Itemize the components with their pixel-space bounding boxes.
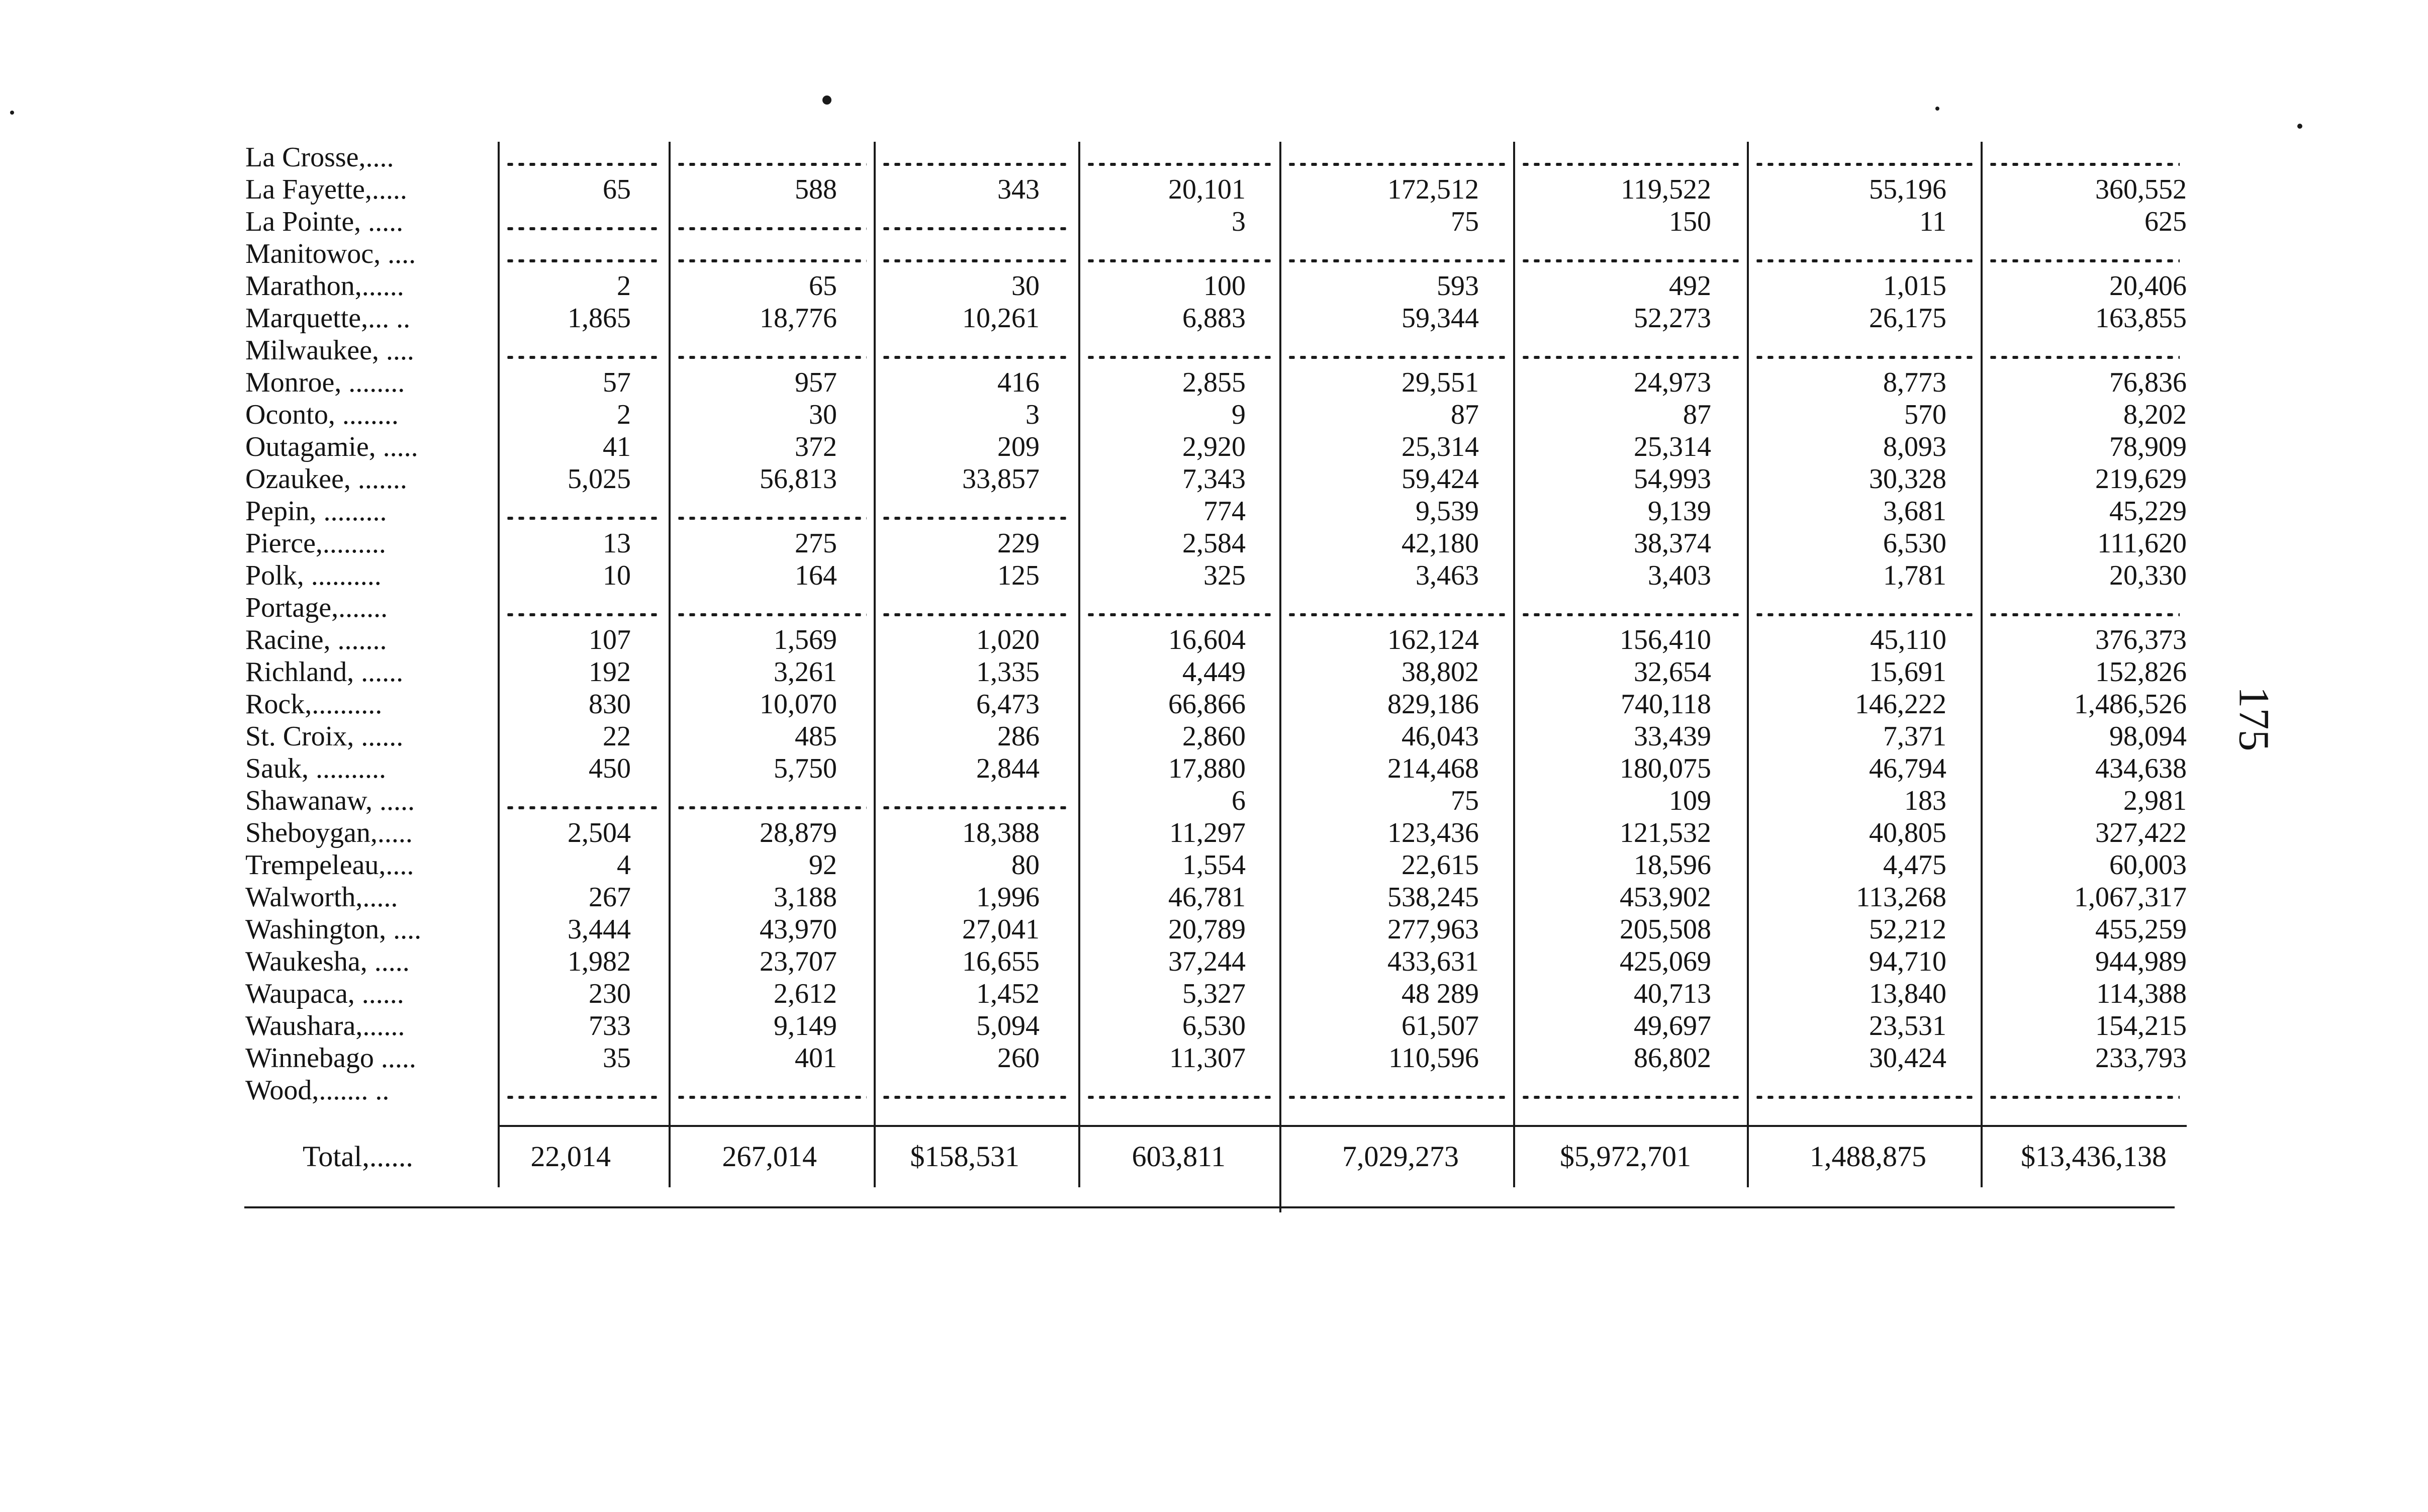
table-cell: 229 <box>997 528 1040 559</box>
table-cell: 2 <box>617 399 631 430</box>
empty-cell-dots <box>1085 613 1272 616</box>
table-cell: 1,486,526 <box>2074 689 2187 720</box>
table-cell: 26,175 <box>1869 303 1946 334</box>
empty-cell-dots <box>881 356 1071 359</box>
table-cell: 94,710 <box>1869 946 1946 977</box>
table-cell: 6,473 <box>976 689 1040 720</box>
county-name: Wood,....... .. <box>245 1075 390 1106</box>
empty-cell-dots <box>1286 356 1506 359</box>
table-cell: 13,840 <box>1869 978 1946 1009</box>
table-cell: 35 <box>603 1043 631 1074</box>
empty-cell-dots <box>1754 613 1974 616</box>
totals-label: Total,...... <box>303 1140 413 1173</box>
table-cell: 625 <box>2144 206 2187 237</box>
table-cell: 4,449 <box>1182 656 1246 688</box>
county-name: St. Croix, ...... <box>245 721 404 752</box>
empty-cell-dots <box>1085 356 1272 359</box>
table-cell: 3,403 <box>1648 560 1711 591</box>
column-divider <box>1513 142 1515 1187</box>
table-cell: 3,261 <box>774 656 837 688</box>
empty-cell-dots <box>1988 356 2180 359</box>
table-cell: 24,973 <box>1634 367 1711 398</box>
table-cell: 327,422 <box>2095 817 2187 848</box>
empty-cell-dots <box>1754 259 1974 262</box>
county-name: Oconto, ........ <box>245 399 399 430</box>
empty-cell-dots <box>881 1096 1071 1099</box>
empty-cell-dots <box>505 227 662 230</box>
table-cell: 59,344 <box>1402 303 1479 334</box>
total-value: $13,436,138 <box>2021 1140 2167 1173</box>
table-cell: 113,268 <box>1856 882 1946 913</box>
table-cell: 5,750 <box>774 753 837 784</box>
table-cell: 10,261 <box>962 303 1040 334</box>
table-cell: 6 <box>1232 785 1246 816</box>
table-cell: 16,655 <box>962 946 1040 977</box>
empty-cell-dots <box>881 806 1071 809</box>
table-cell: 32,654 <box>1634 656 1711 688</box>
table-cell: 3 <box>1025 399 1040 430</box>
county-name: Winnebago ..... <box>245 1043 416 1074</box>
table-cell: 9,139 <box>1648 496 1711 527</box>
total-value: 7,029,273 <box>1342 1140 1459 1173</box>
table-cell: 42,180 <box>1402 528 1479 559</box>
table-cell: 80 <box>1011 849 1040 881</box>
table-cell: 23,531 <box>1869 1010 1946 1042</box>
table-cell: 9 <box>1232 399 1246 430</box>
table-cell: 6,530 <box>1182 1010 1246 1042</box>
table-cell: 16,604 <box>1168 624 1246 655</box>
table-cell: 154,215 <box>2095 1010 2187 1042</box>
table-cell: 593 <box>1437 270 1479 302</box>
empty-cell-dots <box>1520 259 1740 262</box>
table-cell: 17,880 <box>1168 753 1246 784</box>
table-cell: 4 <box>617 849 631 881</box>
empty-cell-dots <box>881 227 1071 230</box>
table-cell: 219,629 <box>2095 463 2187 495</box>
table-cell: 30,424 <box>1869 1043 1946 1074</box>
county-name: Portage,....... <box>245 592 388 623</box>
table-cell: 18,596 <box>1634 849 1711 881</box>
table-cell: 434,638 <box>2095 753 2187 784</box>
empty-cell-dots <box>1520 613 1740 616</box>
table-cell: 163,855 <box>2095 303 2187 334</box>
table-cell: 23,707 <box>760 946 837 977</box>
table-cell: 22 <box>603 721 631 752</box>
empty-cell-dots <box>505 806 662 809</box>
empty-cell-dots <box>1754 356 1974 359</box>
table-cell: 75 <box>1451 206 1479 237</box>
empty-cell-dots <box>676 517 867 520</box>
county-name: La Pointe, ..... <box>245 206 404 237</box>
total-value: 1,488,875 <box>1810 1140 1926 1173</box>
county-name: Waupaca, ...... <box>245 978 404 1009</box>
table-cell: 5,025 <box>568 463 631 495</box>
table-cell: 570 <box>1904 399 1946 430</box>
table-cell: 7,371 <box>1883 721 1946 752</box>
table-cell: 376,373 <box>2095 624 2187 655</box>
table-cell: 59,424 <box>1402 463 1479 495</box>
table-cell: 1,865 <box>568 303 631 334</box>
table-cell: 11 <box>1919 206 1946 237</box>
empty-cell-dots <box>1286 259 1506 262</box>
table-cell: 65 <box>809 270 837 302</box>
table-cell: 8,773 <box>1883 367 1946 398</box>
empty-cell-dots <box>1520 163 1740 166</box>
empty-cell-dots <box>1988 163 2180 166</box>
table-cell: 45,229 <box>2109 496 2187 527</box>
table-cell: 277,963 <box>1387 914 1479 945</box>
table-cell: 2,612 <box>774 978 837 1009</box>
table-cell: 38,802 <box>1402 656 1479 688</box>
table-cell: 425,069 <box>1620 946 1711 977</box>
table-cell: 233,793 <box>2095 1043 2187 1074</box>
table-cell: 416 <box>997 367 1040 398</box>
table-cell: 25,314 <box>1402 431 1479 462</box>
table-cell: 52,273 <box>1634 303 1711 334</box>
table-cell: 740,118 <box>1621 689 1711 720</box>
table-cell: 1,554 <box>1182 849 1246 881</box>
county-name: Rock,.......... <box>245 689 383 720</box>
empty-cell-dots <box>505 259 662 262</box>
total-value: 267,014 <box>722 1140 817 1173</box>
table-cell: 10,070 <box>760 689 837 720</box>
scan-speck <box>2297 124 2302 129</box>
scan-speck <box>10 111 14 115</box>
table-cell: 325 <box>1203 560 1246 591</box>
total-value: $5,972,701 <box>1560 1140 1691 1173</box>
table-cell: 8,093 <box>1883 431 1946 462</box>
column-divider <box>1078 142 1080 1187</box>
table-cell: 110,596 <box>1388 1043 1479 1074</box>
table-cell: 109 <box>1669 785 1711 816</box>
empty-cell-dots <box>1988 613 2180 616</box>
table-bottom-rule <box>244 1206 2175 1208</box>
table-cell: 114,388 <box>2096 978 2187 1009</box>
empty-cell-dots <box>881 517 1071 520</box>
table-cell: 209 <box>997 431 1040 462</box>
table-cell: 7,343 <box>1182 463 1246 495</box>
table-cell: 492 <box>1669 270 1711 302</box>
table-cell: 9,539 <box>1416 496 1479 527</box>
table-cell: 60,003 <box>2109 849 2187 881</box>
table-cell: 774 <box>1203 496 1246 527</box>
empty-cell-dots <box>1520 1096 1740 1099</box>
column-divider <box>1747 142 1749 1187</box>
column-divider <box>1981 142 1983 1187</box>
table-cell: 343 <box>997 174 1040 205</box>
table-cell: 75 <box>1451 785 1479 816</box>
empty-cell-dots <box>881 613 1071 616</box>
county-name: Walworth,..... <box>245 882 398 913</box>
table-cell: 829,186 <box>1387 689 1479 720</box>
table-cell: 43,970 <box>760 914 837 945</box>
county-name: Richland, ...... <box>245 656 404 688</box>
table-cell: 267 <box>589 882 631 913</box>
empty-cell-dots <box>505 613 662 616</box>
empty-cell-dots <box>676 259 867 262</box>
table-cell: 30 <box>1011 270 1040 302</box>
column-divider <box>669 142 671 1187</box>
table-cell: 172,512 <box>1387 174 1479 205</box>
table-cell: 5,094 <box>976 1010 1040 1042</box>
empty-cell-dots <box>1520 356 1740 359</box>
table-cell: 22,615 <box>1402 849 1479 881</box>
table-cell: 13 <box>603 528 631 559</box>
table-cell: 125 <box>997 560 1040 591</box>
table-cell: 8,202 <box>2123 399 2187 430</box>
table-cell: 230 <box>589 978 631 1009</box>
column-divider <box>1279 142 1281 1212</box>
table-cell: 87 <box>1451 399 1479 430</box>
table-cell: 538,245 <box>1387 882 1479 913</box>
table-cell: 46,781 <box>1168 882 1246 913</box>
table-cell: 2,981 <box>2123 785 2187 816</box>
table-cell: 162,124 <box>1387 624 1479 655</box>
table-cell: 401 <box>795 1043 837 1074</box>
table-cell: 4,475 <box>1883 849 1946 881</box>
table-cell: 25,314 <box>1634 431 1711 462</box>
empty-cell-dots <box>1286 613 1506 616</box>
table-cell: 86,802 <box>1634 1043 1711 1074</box>
table-cell: 46,794 <box>1869 753 1946 784</box>
empty-cell-dots <box>676 613 867 616</box>
table-cell: 2,584 <box>1182 528 1246 559</box>
table-cell: 957 <box>795 367 837 398</box>
county-name: Ozaukee, ....... <box>245 463 407 495</box>
table-cell: 2,860 <box>1182 721 1246 752</box>
table-cell: 260 <box>997 1043 1040 1074</box>
table-cell: 5,327 <box>1182 978 1246 1009</box>
table-cell: 38,374 <box>1634 528 1711 559</box>
table-cell: 1,020 <box>976 624 1040 655</box>
table-cell: 100 <box>1203 270 1246 302</box>
table-cell: 18,776 <box>760 303 837 334</box>
empty-cell-dots <box>676 806 867 809</box>
empty-cell-dots <box>1286 1096 1506 1099</box>
table-cell: 1,996 <box>976 882 1040 913</box>
table-cell: 45,110 <box>1870 624 1946 655</box>
table-cell: 20,406 <box>2109 270 2187 302</box>
page-number: 175 <box>2230 686 2279 751</box>
table-cell: 119,522 <box>1621 174 1711 205</box>
table-cell: 121,532 <box>1620 817 1711 848</box>
table-cell: 150 <box>1669 206 1711 237</box>
table-cell: 20,330 <box>2109 560 2187 591</box>
table-cell: 9,149 <box>774 1010 837 1042</box>
empty-cell-dots <box>505 517 662 520</box>
table-cell: 485 <box>795 721 837 752</box>
county-name: Racine, ....... <box>245 624 387 655</box>
table-cell: 275 <box>795 528 837 559</box>
table-cell: 214,468 <box>1387 753 1479 784</box>
scan-speck <box>822 96 831 105</box>
county-name: Monroe, ........ <box>245 367 405 398</box>
table-cell: 98,094 <box>2109 721 2187 752</box>
table-cell: 92 <box>809 849 837 881</box>
table-cell: 830 <box>589 689 631 720</box>
table-cell: 455,259 <box>2095 914 2187 945</box>
table-cell: 2,844 <box>976 753 1040 784</box>
table-cell: 360,552 <box>2095 174 2187 205</box>
table-cell: 20,101 <box>1168 174 1246 205</box>
table-cell: 41 <box>603 431 631 462</box>
table-cell: 87 <box>1683 399 1711 430</box>
table-cell: 205,508 <box>1620 914 1711 945</box>
table-cell: 57 <box>603 367 631 398</box>
table-cell: 78,909 <box>2109 431 2187 462</box>
county-name: Washington, .... <box>245 914 422 945</box>
table-cell: 2,855 <box>1182 367 1246 398</box>
table-cell: 15,691 <box>1869 656 1946 688</box>
table-cell: 48 289 <box>1402 978 1479 1009</box>
table-cell: 183 <box>1904 785 1946 816</box>
column-divider <box>874 142 876 1187</box>
table-cell: 6,530 <box>1883 528 1946 559</box>
table-cell: 65 <box>603 174 631 205</box>
empty-cell-dots <box>1988 259 2180 262</box>
table-cell: 27,041 <box>962 914 1040 945</box>
county-name: Pierce,......... <box>245 528 386 559</box>
table-cell: 453,902 <box>1620 882 1711 913</box>
empty-cell-dots <box>1754 163 1974 166</box>
table-cell: 40,805 <box>1869 817 1946 848</box>
table-cell: 1,067,317 <box>2074 882 2187 913</box>
table-cell: 20,789 <box>1168 914 1246 945</box>
table-cell: 30 <box>809 399 837 430</box>
table-cell: 29,551 <box>1402 367 1479 398</box>
table-cell: 55,196 <box>1869 174 1946 205</box>
table-cell: 107 <box>589 624 631 655</box>
county-name: Marquette,... .. <box>245 303 411 334</box>
table-cell: 1,781 <box>1883 560 1946 591</box>
empty-cell-dots <box>676 163 867 166</box>
empty-cell-dots <box>1988 1096 2180 1099</box>
total-value: 22,014 <box>530 1140 611 1173</box>
table-cell: 10 <box>603 560 631 591</box>
empty-cell-dots <box>1286 163 1506 166</box>
county-name: La Crosse,.... <box>245 142 394 173</box>
county-name: La Fayette,..... <box>245 174 407 205</box>
table-cell: 1,015 <box>1883 270 1946 302</box>
empty-cell-dots <box>676 1096 867 1099</box>
empty-cell-dots <box>1085 259 1272 262</box>
table-cell: 2 <box>617 270 631 302</box>
table-cell: 54,993 <box>1634 463 1711 495</box>
table-cell: 33,439 <box>1634 721 1711 752</box>
empty-cell-dots <box>676 227 867 230</box>
county-name: Sheboygan,..... <box>245 817 413 848</box>
county-name: Outagamie, ..... <box>245 431 418 462</box>
table-cell: 588 <box>795 174 837 205</box>
table-cell: 1,982 <box>568 946 631 977</box>
empty-cell-dots <box>881 163 1071 166</box>
county-name: Waushara,...... <box>245 1010 405 1042</box>
empty-cell-dots <box>676 356 867 359</box>
table-cell: 76,836 <box>2109 367 2187 398</box>
table-cell: 152,826 <box>2095 656 2187 688</box>
table-cell: 1,335 <box>976 656 1040 688</box>
table-cell: 1,569 <box>774 624 837 655</box>
table-cell: 18,388 <box>962 817 1040 848</box>
table-cell: 30,328 <box>1869 463 1946 495</box>
table-cell: 372 <box>795 431 837 462</box>
empty-cell-dots <box>881 259 1071 262</box>
county-name: Sauk, .......... <box>245 753 386 784</box>
table-cell: 3,681 <box>1883 496 1946 527</box>
county-name: Trempeleau,.... <box>245 849 414 881</box>
table-cell: 49,697 <box>1634 1010 1711 1042</box>
total-value: $158,531 <box>910 1140 1019 1173</box>
table-cell: 156,410 <box>1620 624 1711 655</box>
scan-speck <box>1935 107 1939 111</box>
county-name: Shawanaw, ..... <box>245 785 415 816</box>
table-cell: 450 <box>589 753 631 784</box>
table-cell: 61,507 <box>1402 1010 1479 1042</box>
county-name: Pepin, ......... <box>245 496 387 527</box>
table-cell: 3,444 <box>568 914 631 945</box>
table-cell: 3 <box>1232 206 1246 237</box>
table-cell: 164 <box>795 560 837 591</box>
totals-separator-line <box>498 1125 2187 1127</box>
table-cell: 944,989 <box>2095 946 2187 977</box>
county-name: Marathon,...... <box>245 270 404 302</box>
table-cell: 37,244 <box>1168 946 1246 977</box>
county-name: Milwaukee, .... <box>245 335 414 366</box>
empty-cell-dots <box>505 1096 662 1099</box>
table-cell: 2,920 <box>1182 431 1246 462</box>
table-cell: 111,620 <box>2097 528 2187 559</box>
table-cell: 40,713 <box>1634 978 1711 1009</box>
table-cell: 733 <box>589 1010 631 1042</box>
empty-cell-dots <box>1085 1096 1272 1099</box>
table-cell: 56,813 <box>760 463 837 495</box>
county-name: Manitowoc, .... <box>245 238 416 269</box>
empty-cell-dots <box>505 356 662 359</box>
table-cell: 146,222 <box>1855 689 1946 720</box>
table-cell: 28,879 <box>760 817 837 848</box>
table-cell: 33,857 <box>962 463 1040 495</box>
table-cell: 433,631 <box>1387 946 1479 977</box>
table-cell: 66,866 <box>1168 689 1246 720</box>
table-cell: 46,043 <box>1402 721 1479 752</box>
table-cell: 3,463 <box>1416 560 1479 591</box>
county-name: Waukesha, ..... <box>245 946 410 977</box>
empty-cell-dots <box>505 163 662 166</box>
table-cell: 11,307 <box>1169 1043 1246 1074</box>
county-name: Polk, .......... <box>245 560 382 591</box>
empty-cell-dots <box>1754 1096 1974 1099</box>
column-divider <box>498 142 500 1187</box>
table-cell: 180,075 <box>1620 753 1711 784</box>
table-cell: 6,883 <box>1182 303 1246 334</box>
total-value: 603,811 <box>1132 1140 1226 1173</box>
table-cell: 2,504 <box>568 817 631 848</box>
table-cell: 52,212 <box>1869 914 1946 945</box>
table-cell: 3,188 <box>774 882 837 913</box>
table-cell: 192 <box>589 656 631 688</box>
table-cell: 1,452 <box>976 978 1040 1009</box>
table-cell: 286 <box>997 721 1040 752</box>
table-cell: 123,436 <box>1387 817 1479 848</box>
table-cell: 11,297 <box>1169 817 1246 848</box>
empty-cell-dots <box>1085 163 1272 166</box>
